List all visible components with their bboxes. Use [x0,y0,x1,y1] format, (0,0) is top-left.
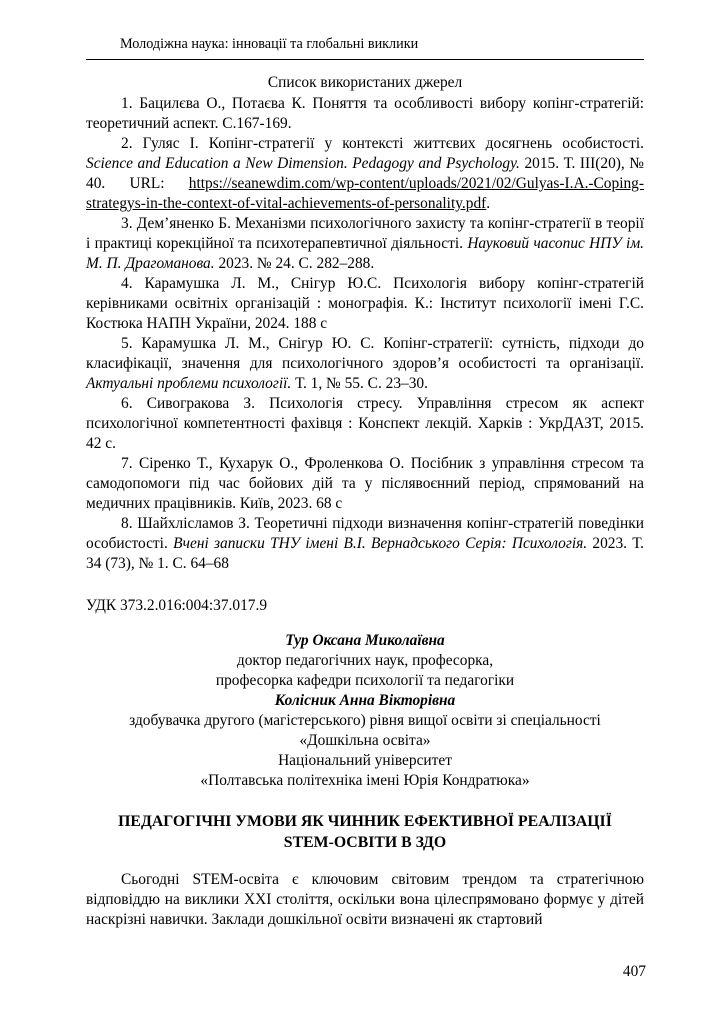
udc-line: УДК 373.2.016:004:37.017.9 [86,597,268,614]
reference-item [86,394,644,454]
reference-item [86,94,644,134]
reference-text: 2023. Т. 34 (73), № 1. С. 64–68 [86,535,644,572]
author-affiliation-line: «Полтавська політехніка імені Юрія Кондратюка» [200,772,530,790]
reference-text: 6. Сивогракова З. Психологія стресу. Управління стресом як аспект психологічної компетентності фахівця : Конспект лекцій. Харків : УкрДАЗТ, 2015. 42 с. [86,395,644,452]
reference-item [86,454,644,514]
reference-text: Вчені записки ТНУ імені В.І. Вернадського Серія: Психологія. [173,535,588,552]
author-affiliation-line: Національний університет [278,752,452,770]
reference-text: 8. Шайхлісламов З. Теоретичні підходи визначення копінг-стратегій поведінки особистості. [86,515,644,552]
reference-url-link[interactable]: https://seanewdim.com/wp-content/uploads/2021/02/Gulyas-I.A.-Coping-strategys-in-the-context-of-vital-achievements-of-personality.pdf [86,175,644,212]
author-affiliation-line: «Дошкільна освіта» [299,732,431,750]
author-name: Колісник Анна Вікторівна [274,692,456,710]
author-name: Тур Оксана Миколаївна [285,632,445,650]
article-body [86,870,644,930]
reference-item [86,334,644,394]
author-affiliation-line: професорка кафедри психології та педагогіки [215,672,515,690]
reference-text: 1. Бацилєва О., Потаєва К. Поняття та особливості вибору копінг-стратегій: теоретичний аспект. С.167-169. [86,95,644,132]
reference-text: Science and Education a New Dimension. Pedagogy and Psychology. [86,155,520,172]
article-title: ПЕДАГОГІЧНІ УМОВИ ЯК ЧИННИК ЕФЕКТИВНОЇ РЕАЛІЗАЦІЇ STEM-ОСВІТИ В ЗДО [118,813,612,852]
references-list [86,94,644,574]
author-block [86,631,644,791]
reference-text: Т. 1, № 55. С. 23–30. [291,375,428,392]
reference-item [86,214,644,274]
reference-text: . [486,195,491,212]
page-number: 407 [622,963,646,980]
author-affiliation-line: доктор педагогічних наук, професорка, [236,652,494,670]
reference-text: 2023. № 24. С. 282–288. [214,255,375,272]
reference-text: 5. Карамушка Л. М., Снігур Ю. С. Копінг-стратегії: сутність, підходи до класифікації, значення для психологічного здоров’я особистості та організації. [86,335,644,372]
reference-item [86,514,644,574]
reference-item [86,134,644,214]
body-paragraph: Сьогодні STEM-освіта є ключовим світовим трендом та стратегічною відповіддю на виклики ХХІ століття, оскільки вона цілеспрямовано формує у дітей наскрізні навички. Заклади дошкільної освіти визначені як стартовий [86,871,644,929]
reference-text: 3. Дем’яненко Б. Механізми психологічного захисту та копінг-стратегії в теорії і практиці корекційної та психотерапевтичної діяльності. [86,215,644,252]
reference-text: 2. Гуляс І. Копінг-стратегії у контексті життєвих досягнень особистості. [121,135,644,152]
author-affiliation-line: здобувачка другого (магістерського) рівня вищої освіти зі спеціальності [129,712,601,730]
reference-text: Актуальні проблеми психології. [86,375,292,392]
reference-item [86,274,644,334]
reference-text: 2015. Т. ІІІ(20), № 40. URL: [86,155,644,192]
reference-text: 4. Карамушка Л. М., Снігур Ю.С. Психологія вибору копінг-стратегій керівниками освітніх організацій : монографія. К.: Інститут психології імені Г.С. Костюка НАПН України, 2024. 188 с [86,275,644,332]
reference-text: 7. Сіренко Т., Кухарук О., Фроленкова О. Посібник з управління стресом та самодопомоги під час бойових дій та у післявоєнний період, спрямований на медичних працівників. Київ, 2023. 68 с [86,455,644,512]
running-header: Молодіжна наука: інновації та глобальні виклики [86,34,644,60]
reference-text: Науковий часопис НПУ ім. М. П. Драгоманова. [86,235,645,272]
references-heading: Список використаних джерел [267,74,463,91]
